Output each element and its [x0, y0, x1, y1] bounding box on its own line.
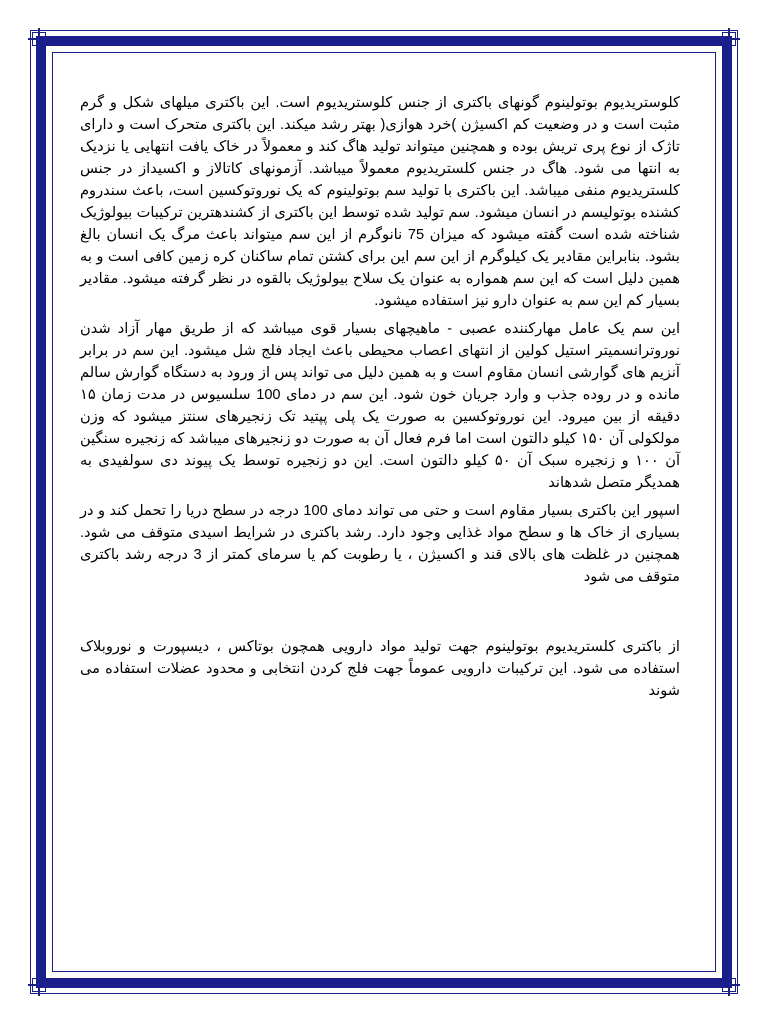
corner-ornament-bottom-right — [718, 974, 740, 996]
corner-ornament-top-right — [718, 28, 740, 50]
corner-ornament-top-left — [28, 28, 50, 50]
paragraph-toxin: این سم یک عامل مهارکننده عصبی - ماهیچهای بسیار قوی میباشد که از طریق مهار آزاد شدن نوروترانسمیتر استیل کولین از انتهای اعصاب محیطی باعث ایجاد فلج شل میشود. این سم در برابر آنزیم های گوارشی انسان مقاوم است و به همین دلیل می تواند پس از ورود به دستگاه گوارش سالم مانده و در روده جذب و وارد جریان خون شود. این سم در دمای 100 سلسیوس در مدت زمان ۱۵ دقیقه از بین میرود. این نوروتوکسین به صورت یک پلی پپتید تک زنجیرهای سنتز میشود که وزن مولکولی آن ۱۵۰ کیلو دالتون است اما فرم فعال آن به صورت دو زنجیرهای میباشد که زنجیره سنگین آن ۱۰۰ و زنجیره سبک آن ۵۰ کیلو دالتون است. این دو زنجیره توسط یک پیوند دی سولفیدی به همدیگر متصل شدهاند — [80, 321, 681, 491]
paragraph-medical-use: از باکتری کلستریدیوم بوتولینوم جهت تولید مواد دارویی همچون بوتاکس ، دیسپورت و نوروبلاک استفاده می شود. این ترکیبات دارویی عموماً جهت فلج کردن انتخابی و محدود عضلات استفاده می شوند — [80, 639, 680, 699]
paragraph-spore: اسپور این باکتری بسیار مقاوم است و حتی می تواند دمای 100 درجه در سطح دریا را تحمل کند و در بسیاری از خاک ها و سطح مواد غذایی وجود دارد. رشد باکتری در شرایط اسیدی متوقف می شود. همچنین در غلظت های بالای قند و اکسیژن ، یا رطوبت کم یا سرمای کمتر از 3 درجه رشد باکتری متوقف می شود — [80, 503, 680, 585]
corner-ornament-bottom-left — [28, 974, 50, 996]
paragraph-description: کلوستریدیوم بوتولینوم گونهای باکتری از جنس کلوستریدیوم است. این باکتری میلهای شکل و گرم مثبت است و در وضعیت کم اکسیژن )خرد هوازی( بهتر رشد میکند. این باکتری متحرک است و دارای تاژک از نوع پری تریش بوده و همچنین میتواند تولید هاگ کند و معمولاً در خاک یافت انتهایی یا نزدیک به انتها می شود. هاگ در جنس کلستریدیوم معمولاً میباشد. آزمونهای کاتالاز و اکسیداز در جنس کلستریدیوم منفی میباشد. این باکتری با تولید سم بوتولینوم که یک نوروتوکسین است، باعث سندروم کشنده بوتولیسم در انسان میشود. سم تولید شده توسط این باکتری از کشندهترین ترکیبات بیولوژیک شناخته شده است گفته میشود که میزان 75 نانوگرم از این سم میتواند باعث مرگ یک انسان بالغ بشود. بنابراین مقادیر یک کیلوگرم از این سم این برای کشتن تمام ساکنان کره زمین کافی است و به همین دلیل است که این سم همواره به عنوان یک سلاح بیولوژیک بالقوه در نظر گرفته میشود. مقادیر بسیار کم این سم به عنوان دارو نیز استفاده میشود. — [80, 95, 680, 309]
document-body — [80, 92, 680, 702]
